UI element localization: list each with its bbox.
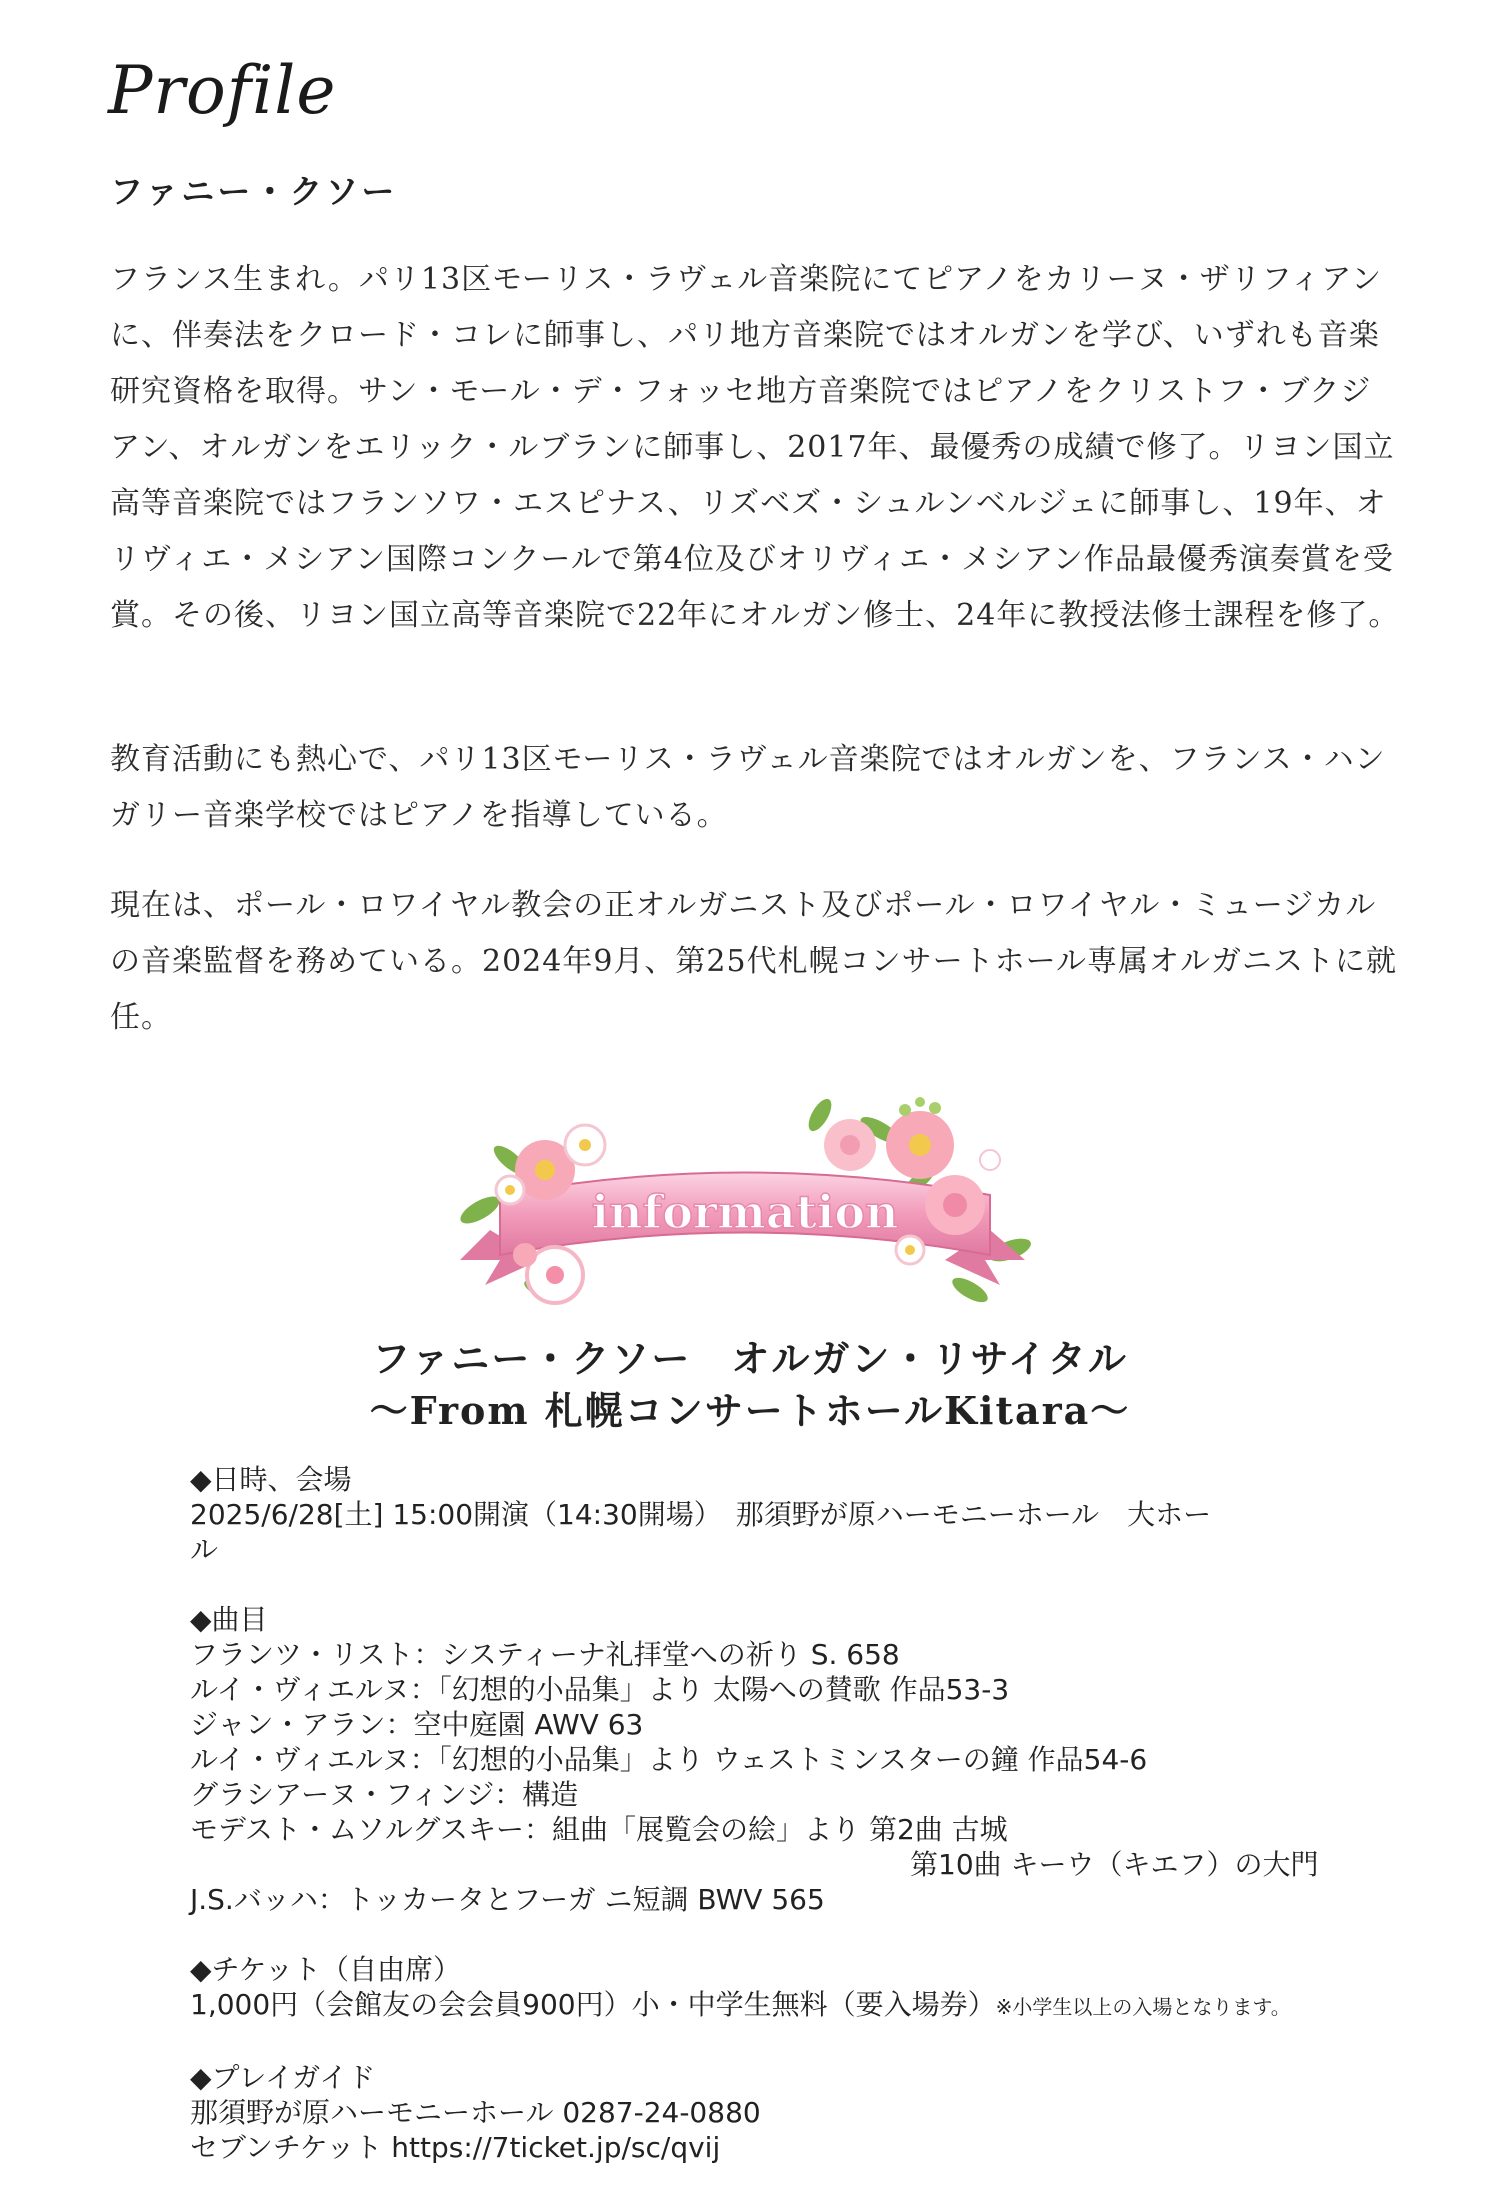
program-item: 第10曲 キーウ（キエフ）の大門 bbox=[910, 1848, 1319, 1881]
program-item: フランツ・リスト：システィーナ礼拝堂への祈り S. 658 bbox=[190, 1638, 900, 1671]
svg-text:information: information bbox=[591, 1185, 899, 1239]
datetime-section bbox=[190, 1462, 1340, 1567]
event-subtitle: ～From 札幌コンサートホールKitara～ bbox=[369, 1388, 1131, 1433]
datetime-line-cont: ル bbox=[190, 1533, 219, 1566]
profile-paragraph-3: 現在は、ポール・ロワイヤル教会の正オルガニスト及びポール・ロワイヤル・ミュージカルの音楽監督を務めている。2024年9月、第25代札幌コンサートホール専属オルガニストに就任。 bbox=[110, 888, 1398, 1035]
program-label: ◆曲目 bbox=[190, 1603, 268, 1636]
program-section bbox=[190, 1602, 1340, 1917]
ticket-note: ※小学生以上の入場となります。 bbox=[995, 1995, 1291, 2019]
ticket-line bbox=[190, 1987, 1340, 2025]
program-item: モデスト・ムソルグスキー：組曲「展覧会の絵」より 第2曲 古城 bbox=[190, 1813, 1008, 1846]
program-item: ジャン・アラン：空中庭園 AWV 63 bbox=[190, 1708, 644, 1741]
playguide-section bbox=[190, 2060, 1340, 2165]
datetime-line: 2025/6/28[土] 15:00開演（14:30開場） 那須野が原ハーモニーホール 大ホー bbox=[190, 1498, 1212, 1531]
ticket-section bbox=[190, 1952, 1340, 2025]
playguide-link[interactable]: セブンチケット https://7ticket.jp/sc/qvij bbox=[190, 2131, 721, 2164]
program-item: ルイ・ヴィエルヌ：「幻想的小品集」より 太陽への賛歌 作品53-3 bbox=[190, 1673, 1010, 1706]
playguide-label: ◆プレイガイド bbox=[190, 2061, 376, 2094]
program-item: グラシアーヌ・フィンジ：構造 bbox=[190, 1778, 579, 1811]
artist-name: ファニー・クソー bbox=[110, 172, 398, 211]
information-banner bbox=[450, 1090, 1040, 1330]
profile-paragraph-1: フランス生まれ。パリ13区モーリス・ラヴェル音楽院にてピアノをカリーヌ・ザリフィアンに、伴奏法をクロード・コレに師事し、パリ地方音楽院ではオルガンを学び、いずれも音楽研究資格を取得。サン・モール・デ・フォッセ地方音楽院ではピアノをクリストフ・ブクジアン、オルガンをエリック・ルブランに師事し、2017年、最優秀の成績で修了。リヨン国立高等音楽院ではフランソワ・エスピナス、リズベズ・シュルンベルジェに師事し、19年、オリヴィエ・メシアン国際コンクールで第4位及びオリヴィエ・メシアン作品最優秀演奏賞を受賞。その後、リヨン国立高等音楽院で22年にオルガン修士、24年に教授法修士課程を修了。 bbox=[110, 262, 1400, 633]
profile-paragraph-2: 教育活動にも熱心で、パリ13区モーリス・ラヴェル音楽院ではオルガンを、フランス・ハンガリー音楽学校ではピアノを指導している。 bbox=[110, 742, 1386, 833]
ticket-label: ◆チケット（自由席） bbox=[190, 1953, 462, 1986]
profile-heading: Profile bbox=[108, 52, 337, 129]
program-item: J.S.バッハ：トッカータとフーガ ニ短調 BWV 565 bbox=[190, 1883, 825, 1916]
playguide-item: 那須野が原ハーモニーホール 0287-24-0880 bbox=[190, 2096, 761, 2129]
ticket-price: 1,000円（会館友の会会員900円）小・中学生無料（要入場券） bbox=[190, 1988, 996, 2021]
datetime-label: ◆日時、会場 bbox=[190, 1463, 352, 1496]
event-info bbox=[190, 1462, 1340, 2200]
program-item: ルイ・ヴィエルヌ：「幻想的小品集」より ウェストミンスターの鐘 作品54-6 bbox=[190, 1743, 1148, 1776]
event-title: ファニー・クソー オルガン・リサイタル bbox=[372, 1336, 1128, 1381]
